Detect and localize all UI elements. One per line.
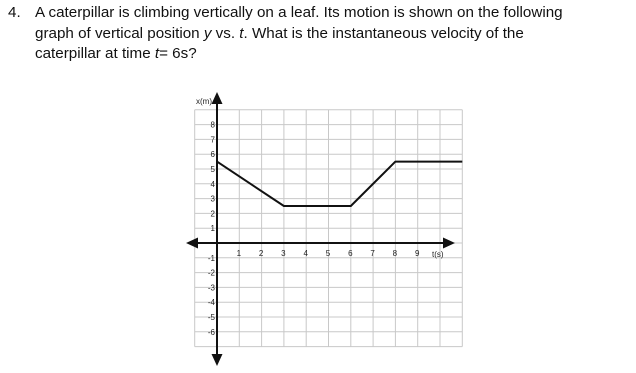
y-tick-label: -3 <box>207 283 215 293</box>
x-tick-label: 8 <box>392 249 398 258</box>
y-tick-label: 2 <box>210 209 215 219</box>
x-axis-label: t(s) <box>432 250 444 259</box>
var-t-2: t <box>154 45 160 62</box>
var-y: y <box>203 24 212 42</box>
y-tick-label: 8 <box>210 120 215 130</box>
axes <box>186 92 455 366</box>
x-tick-label: 4 <box>303 249 308 258</box>
x-tick-label: 9 <box>414 249 420 258</box>
x-tick-label: 6 <box>348 249 353 258</box>
y-tick-label: 4 <box>210 179 215 189</box>
x-axis-arrow-left <box>186 238 198 249</box>
question-line-3: caterpillar at time t= 6s? <box>35 45 197 62</box>
y-axis-arrow-down <box>212 354 223 366</box>
x-tick-label: 1 <box>236 249 242 258</box>
x-tick-label: 7 <box>370 249 375 258</box>
x-tick-label: 3 <box>281 249 286 258</box>
y-tick-label: -6 <box>207 327 215 337</box>
y-tick-label: 1 <box>210 224 215 234</box>
y-tick-label: 5 <box>210 165 215 174</box>
y-tick-label: 3 <box>210 194 215 204</box>
y-tick-label: -5 <box>207 313 215 322</box>
x-axis-arrow-right <box>443 238 455 249</box>
y-axis-label: x(m) <box>196 97 212 106</box>
x-tick-label: 5 <box>325 249 331 258</box>
y-tick-label: 7 <box>210 135 215 145</box>
y-tick-label: -1 <box>207 253 215 263</box>
y-tick-label: 6 <box>210 150 215 160</box>
question-number: 4. <box>8 4 21 21</box>
x-tick-label: 2 <box>258 249 264 258</box>
question-line-2: graph of vertical position y vs. t. What is the instantaneous velocity of the <box>35 24 524 42</box>
y-tick-label: -4 <box>207 298 215 308</box>
grid <box>195 110 463 347</box>
var-t: t <box>239 24 244 42</box>
y-axis-arrow-up <box>212 92 223 104</box>
question-line-1: A caterpillar is climbing vertically on a leaf. Its motion is shown on the following <box>35 4 563 21</box>
y-tick-label: -2 <box>207 268 215 278</box>
